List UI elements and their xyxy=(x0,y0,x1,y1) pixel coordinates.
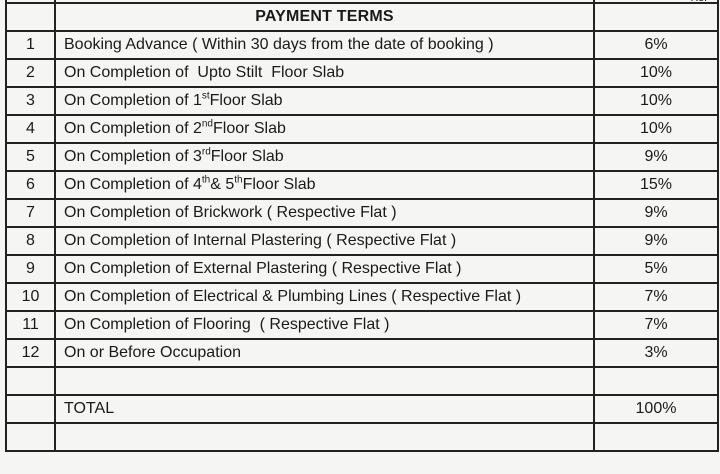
row-percentage: 9% xyxy=(594,227,718,255)
row-description: On Completion of Flooring ( Respective Flat ) xyxy=(55,311,594,339)
row-serial: 8 xyxy=(6,227,55,255)
row-description: On Completion of 4th& 5thFloor Slab xyxy=(55,171,594,199)
row-description: On Completion of 3rdFloor Slab xyxy=(55,143,594,171)
payment-terms-table xyxy=(5,0,719,452)
row-description: Booking Advance ( Within 30 days from the date of booking ) xyxy=(55,31,594,59)
table-row xyxy=(6,59,718,87)
table-row xyxy=(6,87,718,115)
table-row xyxy=(6,171,718,199)
row-serial: 7 xyxy=(6,199,55,227)
row-serial: 12 xyxy=(6,339,55,367)
row-description: On Completion of External Plastering ( Respective Flat ) xyxy=(55,255,594,283)
row-description: On Completion of 2ndFloor Slab xyxy=(55,115,594,143)
table-row xyxy=(6,199,718,227)
table-row xyxy=(6,339,718,367)
total-label: TOTAL xyxy=(55,395,594,423)
table-heading-row xyxy=(6,3,718,31)
row-serial: 9 xyxy=(6,255,55,283)
row-serial: 5 xyxy=(6,143,55,171)
row-percentage: 9% xyxy=(594,199,718,227)
row-percentage: 7% xyxy=(594,283,718,311)
row-serial: 6 xyxy=(6,171,55,199)
row-description: On Completion of 1stFloor Slab xyxy=(55,87,594,115)
table-row xyxy=(6,283,718,311)
row-percentage: 10% xyxy=(594,115,718,143)
table-row xyxy=(6,115,718,143)
total-row xyxy=(6,395,718,423)
row-percentage: 9% xyxy=(594,143,718,171)
row-description: On Completion of Brickwork ( Respective Flat ) xyxy=(55,199,594,227)
row-description: On Completion of Upto Stilt Floor Slab xyxy=(55,59,594,87)
table-row xyxy=(6,31,718,59)
blank-row xyxy=(6,367,718,395)
row-percentage: 10% xyxy=(594,87,718,115)
row-serial: 11 xyxy=(6,311,55,339)
row-serial: 2 xyxy=(6,59,55,87)
table-row xyxy=(6,227,718,255)
row-percentage: 7% xyxy=(594,311,718,339)
row-serial: 4 xyxy=(6,115,55,143)
payment-terms-body xyxy=(6,0,718,451)
bottom-blank-row xyxy=(6,423,718,451)
row-description: On Completion of Internal Plastering ( Respective Flat ) xyxy=(55,227,594,255)
row-serial: 1 xyxy=(6,31,55,59)
row-percentage: 10% xyxy=(594,59,718,87)
row-description: On Completion of Electrical & Plumbing Lines ( Respective Flat ) xyxy=(55,283,594,311)
table-row xyxy=(6,255,718,283)
row-serial: 10 xyxy=(6,283,55,311)
row-percentage: 5% xyxy=(594,255,718,283)
row-description: On or Before Occupation xyxy=(55,339,594,367)
table-row xyxy=(6,143,718,171)
row-percentage: 3% xyxy=(594,339,718,367)
row-serial: 3 xyxy=(6,87,55,115)
row-percentage: 15% xyxy=(594,171,718,199)
total-percentage: 100% xyxy=(594,395,718,423)
table-title: PAYMENT TERMS xyxy=(55,3,594,31)
table-row xyxy=(6,311,718,339)
row-percentage: 6% xyxy=(594,31,718,59)
